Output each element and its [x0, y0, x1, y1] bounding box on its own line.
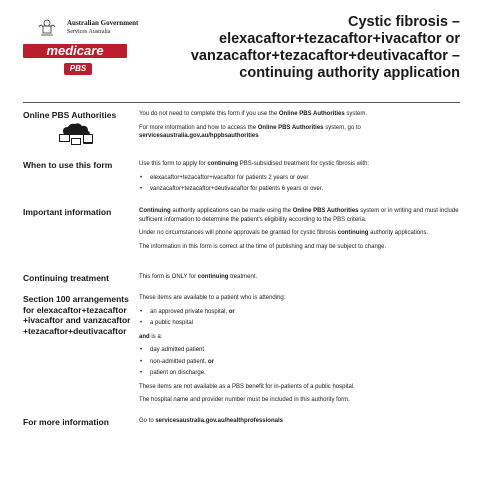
section-label: For more information — [23, 417, 109, 427]
gov-name: Australian Government — [67, 19, 139, 27]
bullet-list — [139, 346, 460, 378]
divider — [23, 102, 460, 103]
list-item: • vanzacaftor+tezacaftor+deutivacaftor for patients 6 years or over. — [139, 185, 460, 194]
government-logo-text — [67, 19, 138, 37]
paragraph: These items are not available as a PBS benefit for in-patients of a public hospital. — [139, 383, 355, 390]
link-hppbsauthorities[interactable]: servicesaustralia.gov.au/hppbsauthorities — [139, 133, 259, 139]
paragraph: Continuing authority applications can be made using the Online PBS Authorities system or in writing and must include sufficient information to determine the patient's eligibility according to the PBS criteria. — [139, 208, 459, 223]
title-line: continuing authority application — [239, 65, 460, 81]
paragraph: You do not need to complete this form if you use the Online PBS Authorities system. — [139, 111, 368, 117]
paragraph: and is a: — [139, 333, 163, 340]
page-title — [170, 14, 460, 82]
paragraph: The hospital name and provider number must be included in this authority form. — [139, 397, 350, 403]
paragraph: Go to servicesaustralia.gov.au/healthprofessionals — [139, 418, 283, 424]
list-item: • an approved private hospital, or — [139, 308, 460, 317]
agency-name: Services Australia — [67, 29, 111, 35]
section-label: When to use this form — [23, 160, 113, 170]
paragraph: Under no circumstances will phone approvals be granted for cystic fibrosis continuing authority applications. — [139, 230, 429, 236]
section-body — [139, 294, 460, 410]
cloud-computer-icon — [57, 122, 97, 146]
link-healthprofessionals[interactable]: servicesaustralia.gov.au/healthprofessionals — [155, 418, 283, 424]
section-label: Section 100 arrangements for elexacaftor+tezacaftor +ivacaftor and vanzacaftor +tezacaftor+deutivacaftor — [23, 294, 131, 336]
medicare-logo: medicare — [23, 44, 127, 58]
coat-of-arms-icon — [37, 17, 57, 37]
list-item: • elexacaftor+tezacaftor+ivacaftor for patients 2 years or over — [139, 174, 460, 183]
section-body — [139, 160, 460, 199]
section-body — [139, 207, 460, 256]
section-body — [139, 110, 460, 146]
section-label: Important information — [23, 207, 112, 217]
paragraph: The information in this form is correct at the time of publishing and may be subject to change. — [139, 243, 387, 250]
paragraph: These items are available to a patient who is attending: — [139, 295, 286, 301]
title-line: elexacaftor+tezacaftor+ivacaftor or — [219, 31, 460, 47]
paragraph: This form is ONLY for continuing treatment. — [139, 274, 258, 280]
title-line: Cystic fibrosis – — [347, 14, 460, 30]
section-label: Online PBS Authorities — [23, 110, 117, 120]
list-item: • non-admitted patient, or — [139, 358, 460, 367]
pbs-logo: PBS — [64, 63, 92, 75]
paragraph: For more information and how to access the Online PBS Authorities system, go to servicesaustralia.gov.au/hppbsauthorities — [139, 124, 361, 139]
paragraph: Use this form to apply for continuing PBS-subsidised treatment for cystic fibrosis with: — [139, 161, 370, 167]
section-body — [139, 273, 460, 287]
section-body — [139, 417, 460, 431]
list-item: • patient on discharge. — [139, 369, 460, 378]
list-item: • day admitted patient — [139, 346, 460, 355]
bullet-list — [139, 308, 460, 328]
bullet-list — [139, 174, 460, 194]
title-line: vanzacaftor+tezacaftor+deutivacaftor – — [190, 48, 460, 64]
list-item: • a public hospital — [139, 319, 460, 328]
header — [23, 14, 460, 102]
section-label: Continuing treatment — [23, 273, 109, 283]
